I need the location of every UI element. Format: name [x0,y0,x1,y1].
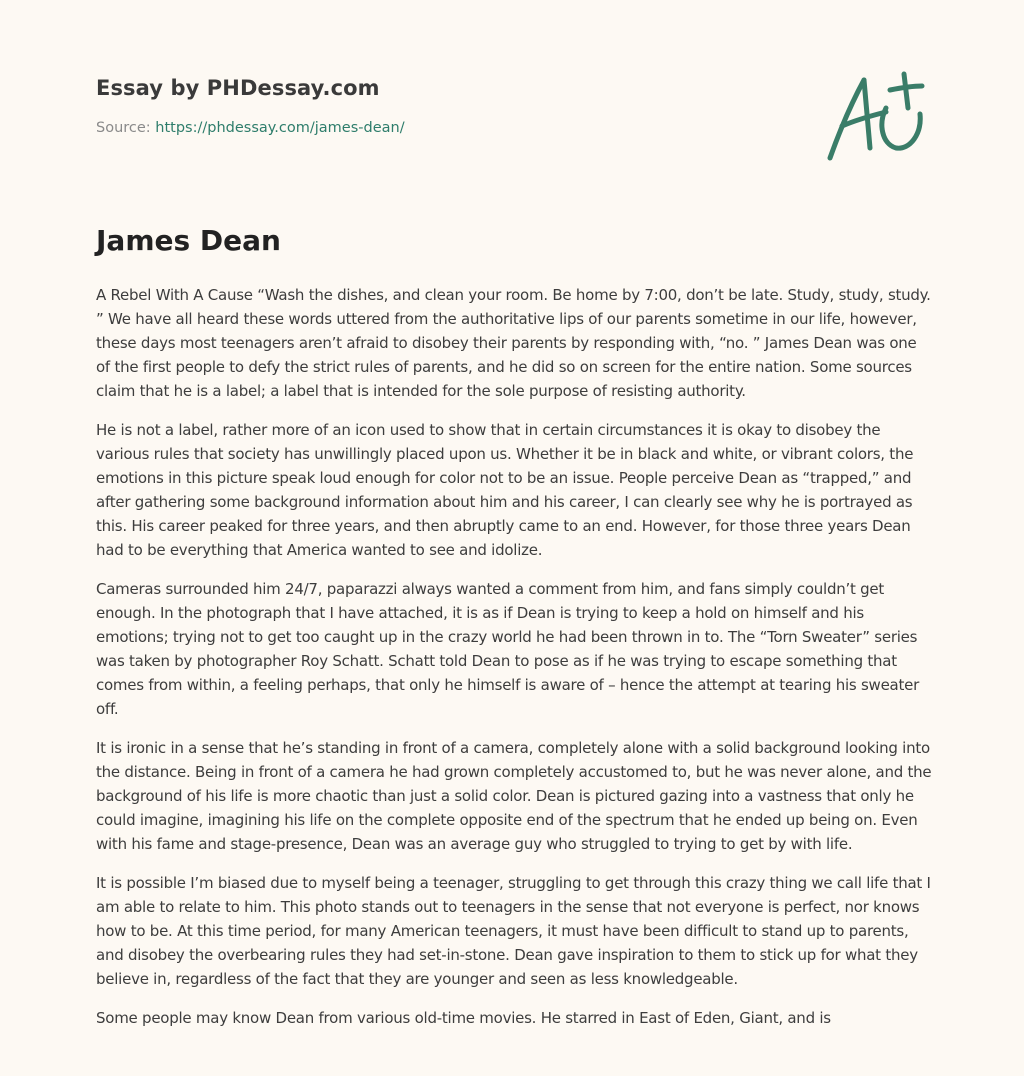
article-title: James Dean [96,224,281,257]
paragraph: It is possible I’m biased due to myself being a teenager, struggling to get through this crazy thing we call life that I am able to relate to him. This photo stands out to teenagers in the sense that not everyone is perfect, nor knows how to be. At this time period, for many American teenagers, it must have been difficult to stand up to parents, and disobey the overbearing rules they had set-in-stone. Dean gave inspiration to them to stick up for what they believe in, regardless of the fact that they are younger and seen as less knowledgeable. [96,874,931,988]
paragraph: Cameras surrounded him 24/7, paparazzi always wanted a comment from him, and fans simply couldn’t get enough. In the photograph that I have attached, it is as if Dean is trying to keep a hold on himself and his emotions; trying not to get too caught up in the crazy world he had been thrown in to. The “Torn Sweater” series was taken by photographer Roy Schatt. Schatt told Dean to pose as if he was trying to escape something that comes from within, a feeling perhaps, that only he himself is aware of – hence the attempt at tearing his sweater off. [96,580,920,718]
paragraph: Some people may know Dean from various old-time movies. He starred in East of Eden, Giant, and is [96,1009,831,1027]
source-label: Source: [96,120,151,136]
source-link[interactable]: https://phdessay.com/james-dean/ [155,120,405,136]
article-body [96,283,934,1045]
essay-header [96,76,928,136]
paragraph: It is ironic in a sense that he’s standing in front of a camera, completely alone with a solid background looking into the distance. Being in front of a camera he had grown completely accustomed to, but he was never alone, and the background of his life is more chaotic than just a solid color. Dean is pictured gazing into a vastness that only he could imagine, imagining his life on the complete opposite end of the spectrum that he ended up being on. Even with his fame and stage-presence, Dean was an average guy who struggled to trying to get by with life. [96,739,932,853]
a-plus-grade-icon [824,68,928,164]
paragraph: He is not a label, rather more of an icon used to show that in certain circumstances it is okay to disobey the various rules that society has unwillingly placed upon us. Whether it be in black and white, or vibrant colors, the emotions in this picture speak loud enough for color not to be an issue. People perceive Dean as “trapped,” and after gathering some background information about him and his career, I can clearly see why he is portrayed as this. His career peaked for three years, and then abruptly came to an end. However, for those three years Dean had to be everything that America wanted to see and idolize. [96,421,914,559]
brand-title: Essay by PHDessay.com [96,76,380,100]
source-line [96,120,928,136]
paragraph: A Rebel With A Cause “Wash the dishes, and clean your room. Be home by 7:00, don’t be late. Study, study, study. ” We have all heard these words uttered from the authoritative lips of our parents sometime in our life, however, these days most teenagers aren’t afraid to disobey their parents by responding with, “no. ” James Dean was one of the first people to defy the strict rules of parents, and he did so on screen for the entire nation. Some sources claim that he is a label; a label that is intended for the sole purpose of resisting authority. [96,286,931,400]
